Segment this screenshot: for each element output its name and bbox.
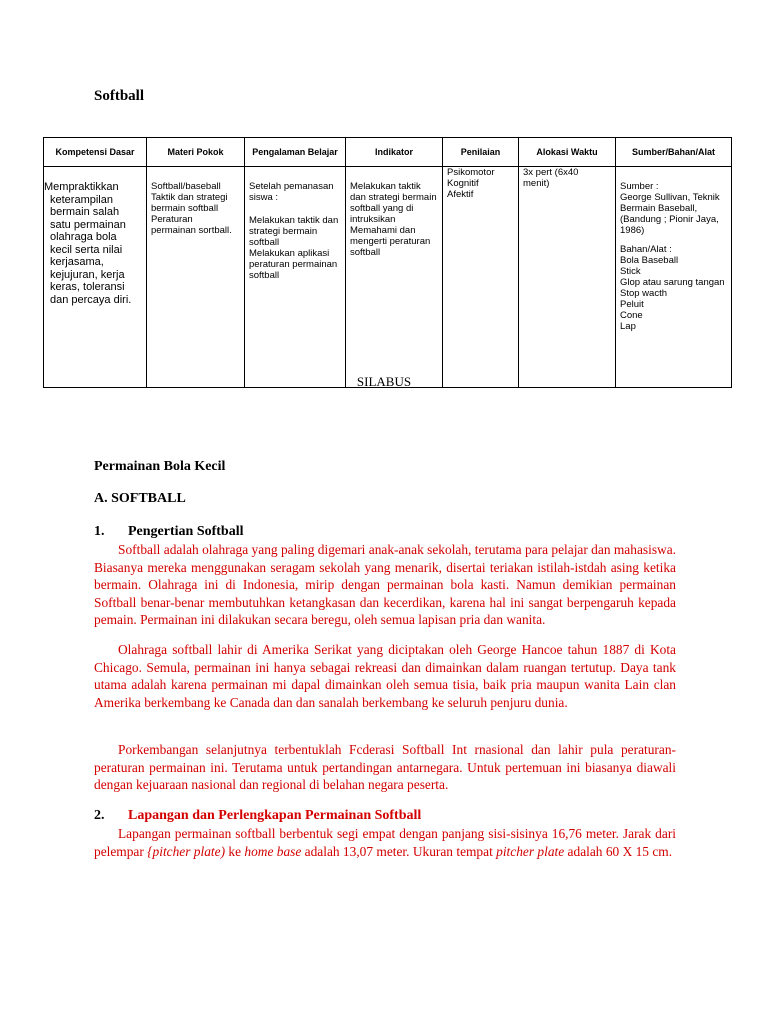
- header-pengalaman: Pengalaman Belajar: [245, 138, 346, 167]
- kompetensi-line: bermain salah: [50, 206, 120, 218]
- kompetensi-line: satu permainan: [50, 218, 126, 231]
- paragraph-text: Porkembangan selanjutnya terbentuklah Fcderasi Softball Int rnasional dan lahir pula peraturan-peraturan permainan ini. Terutama untuk pertandingan antarnegara. Untuk pertemuan ini biasanya diawali dengan kejuaraan nasional dan regional di belahan negara peserta.: [94, 742, 676, 792]
- penilaian-item: Afektif: [447, 189, 474, 200]
- paragraph-text: ke: [225, 843, 245, 859]
- paragraph: [94, 741, 676, 794]
- kompetensi-line: keras, toleransi: [50, 281, 125, 293]
- kompetensi-line: kejujuran, kerja: [50, 268, 125, 281]
- bahan-label: Bahan/Alat :: [620, 244, 672, 255]
- bahan-item: Cone: [620, 310, 643, 321]
- page-title: Softball: [94, 88, 145, 104]
- cell-pengalaman: [245, 167, 346, 388]
- kompetensi-line: dan percaya diri.: [50, 293, 132, 306]
- sumber-label: Sumber :: [620, 181, 659, 192]
- point2-title: Lapangan dan Perlengkapan Permainan Softball: [128, 808, 422, 823]
- kompetensi-line: keterampilan: [50, 193, 113, 206]
- cell-alokasi: [519, 167, 616, 388]
- italic-term: home base: [244, 843, 302, 859]
- header-sumber: Sumber/Bahan/Alat: [616, 138, 732, 167]
- indikator-item: Memahami dan mengerti peraturan softball: [350, 225, 431, 258]
- bahan-item: Stick: [620, 266, 641, 277]
- kompetensi-line: Mempraktikkan: [44, 181, 119, 193]
- cell-sumber: [616, 167, 732, 388]
- table-row: [44, 167, 732, 388]
- point2-number: 2.: [94, 808, 105, 823]
- table-caption: SILABUS: [356, 374, 412, 389]
- paragraph-text: adalah 60 X 15 cm.: [564, 843, 673, 859]
- italic-term: {pitcher plate): [147, 843, 226, 859]
- paragraph: [94, 541, 676, 629]
- header-materi: Materi Pokok: [147, 138, 245, 167]
- paragraph-text: Softball adalah olahraga yang paling digemari anak-anak sekolah, terutama para pelajar dan mahasiswa. Biasanya mereka menggunakan seragam sekolah yang menarik, disertai teriakan istilah-istdah asing ketika bermain. Olahraga ini di Indonesia, mirip dengan permainan bola kasti. Namun demikian permainan Softball benar-benar membutuhkan ketangkasan dan kecerdikan, karena hal ini sangat berpengaruh kepada pemain. Permainan ini dilakukan secara beregu, oleh semua lapisan pria dan wanita.: [94, 542, 676, 627]
- subsection-heading: A. SOFTBALL: [94, 491, 186, 506]
- pengalaman-item: Melakukan taktik dan strategi bermain softball: [249, 215, 339, 248]
- paragraph: [94, 641, 676, 711]
- pengalaman-item: Setelah pemanasan siswa :: [249, 181, 334, 203]
- cell-penilaian: [443, 167, 519, 388]
- section-heading: Permainan Bola Kecil: [94, 459, 226, 474]
- paragraph-text: Olahraga softball lahir di Amerika Serikat yang diciptakan oleh George Hancoe tahun 1887 di Kota Chicago. Semula, permainan ini hanya sebagai rekreasi dan dimainkan dalam ruangan tertutup. Daya tank utama adalah karena permainan mi dapal dimainkan oleh semua tisia, baik pria maupun wanita Lain clan Amerika berkembang ke Canada dan dan sanalah berkembang ke seluruh penjuru dunia.: [94, 642, 676, 710]
- cell-indikator: [346, 167, 443, 388]
- sumber-text: George Sullivan, Teknik Bermain Baseball, (Bandung ; Pionir Jaya, 1986): [620, 192, 720, 236]
- bahan-item: Bola Baseball: [620, 255, 679, 266]
- materi-item: Softball/baseball: [151, 181, 221, 192]
- bahan-item: Glop atau sarung tangan: [620, 277, 725, 288]
- paragraph: [94, 825, 676, 860]
- indikator-item: Melakukan taktik dan strategi bermain softball yang di intruksikan: [350, 181, 437, 225]
- materi-item: Taktik dan strategi bermain softball: [151, 192, 228, 214]
- silabus-table: [43, 137, 732, 388]
- materi-item: Peraturan permainan sortball.: [151, 214, 232, 236]
- cell-kompetensi: [44, 167, 147, 388]
- penilaian-item: Psikomotor: [447, 167, 495, 178]
- alokasi-line: 3x pert (6x40: [523, 167, 579, 178]
- pengalaman-item: Melakukan aplikasi peraturan permainan softball: [249, 248, 338, 281]
- kompetensi-line: kerjasama,: [50, 256, 104, 268]
- kompetensi-line: olahraga bola: [50, 231, 117, 243]
- header-penilaian: Penilaian: [443, 138, 519, 167]
- alokasi-line: menit): [523, 178, 550, 189]
- bahan-item: Peluit: [620, 299, 644, 310]
- table-header-row: [44, 138, 732, 167]
- italic-term: pitcher plate: [496, 843, 565, 859]
- bahan-item: Lap: [620, 321, 636, 332]
- penilaian-item: Kognitif: [447, 178, 479, 189]
- point1-title: Pengertian Softball: [128, 524, 244, 539]
- header-alokasi: Alokasi Waktu: [519, 138, 616, 167]
- cell-materi: [147, 167, 245, 388]
- kompetensi-line: kecil serta nilai: [50, 243, 123, 256]
- paragraph-text: adalah 13,07 meter. Ukuran tempat: [301, 843, 497, 859]
- header-indikator: Indikator: [346, 138, 443, 167]
- header-kompetensi: Kompetensi Dasar: [44, 138, 147, 167]
- paragraph-text: Lapangan permainan softball berbentuk segi empat dengan panjang sisi-sisinya 16,76 meter. Jarak dari pelempar: [94, 826, 676, 859]
- point1-number: 1.: [94, 524, 105, 539]
- bahan-item: Stop wacth: [620, 288, 667, 299]
